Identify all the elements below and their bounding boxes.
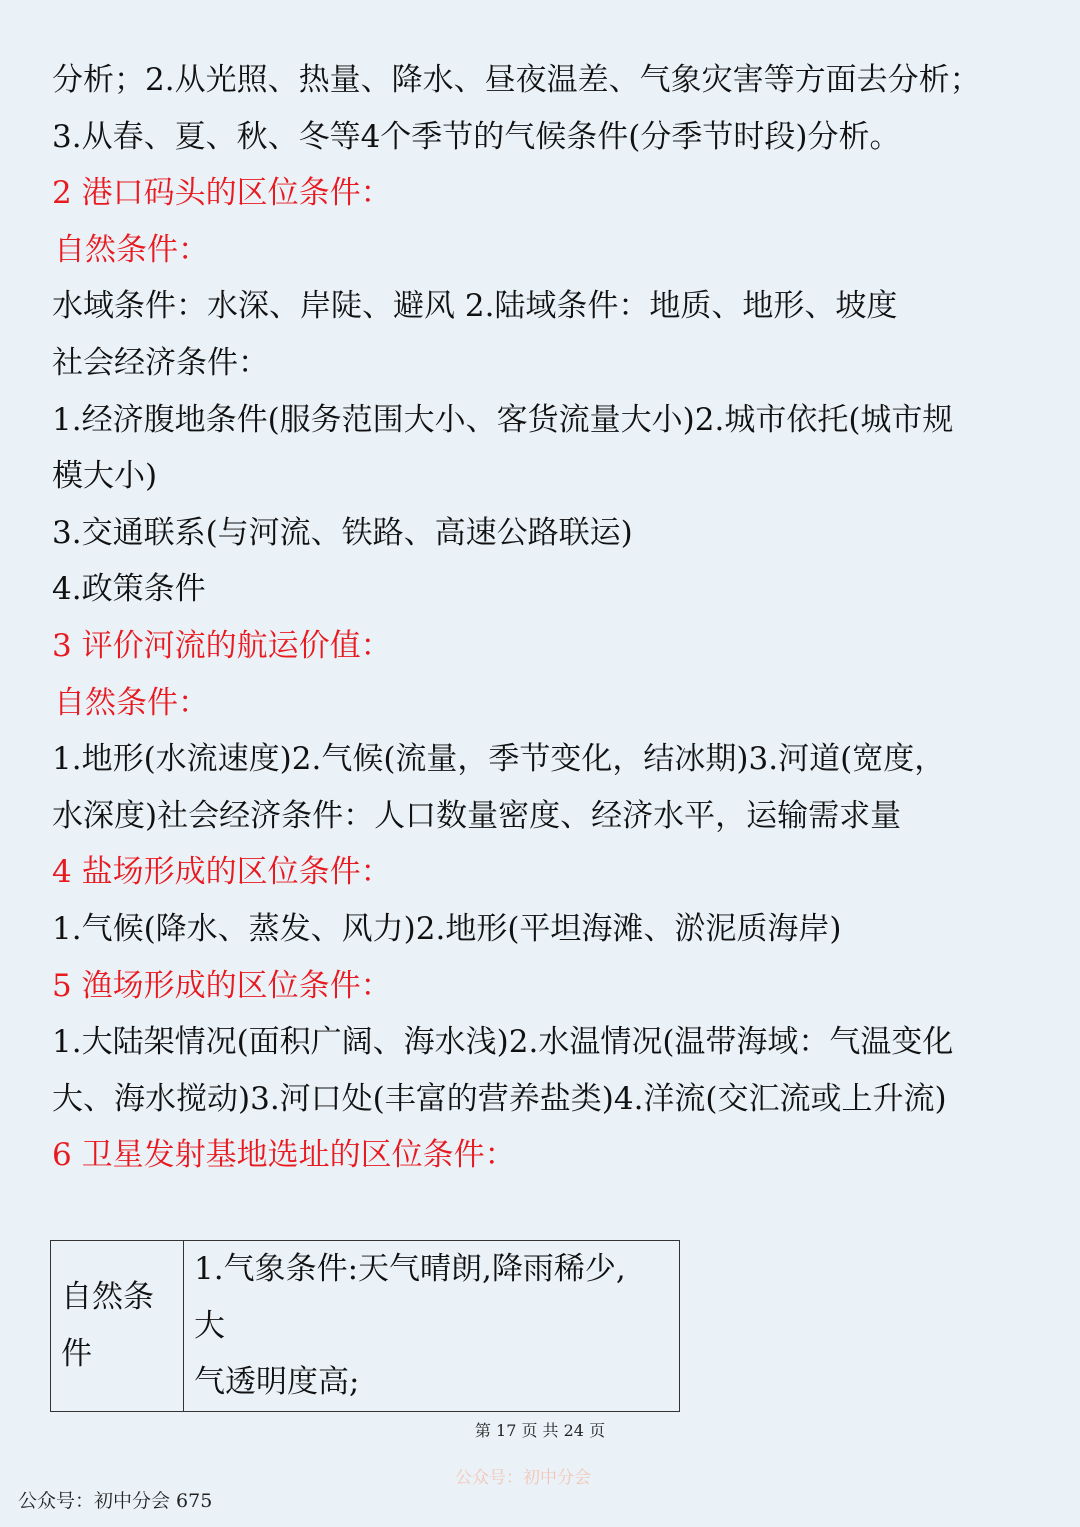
subsection-heading: 自然条件：	[54, 684, 209, 721]
text-line: 社会经济条件：	[52, 344, 269, 381]
text-line: 4.政策条件	[52, 571, 206, 608]
section-heading: 5 渔场形成的区位条件：	[52, 967, 392, 1004]
subsection-heading: 自然条件：	[54, 231, 209, 268]
text-line: 大、海水搅动)3.河口处(丰富的营养盐类)4.洋流(交汇流或上升流)	[52, 1080, 947, 1117]
table-content-line: 大	[194, 1307, 225, 1344]
section-heading: 2 港口码头的区位条件：	[52, 175, 392, 212]
text-line: 1.大陆架情况(面积广阔、海水浅)2.水温情况(温带海域：气温变化	[52, 1024, 954, 1061]
text-line: 分析；2.从光照、热量、降水、昼夜温差、气象灾害等方面去分析；	[52, 62, 981, 98]
account-label: 公众号：初中分会 675	[18, 1490, 213, 1512]
watermark: 公众号：初中分会	[455, 1468, 591, 1488]
page-number: 第 17 页 共 24 页	[474, 1421, 606, 1440]
text-line: 水深度)社会经济条件：人口数量密度、经济水平，运输需求量	[52, 797, 902, 834]
table-content-cell	[184, 1241, 680, 1412]
text-line: 1.地形(水流速度)2.气候(流量，季节变化，结冰期)3.河道(宽度，	[52, 741, 946, 778]
table-content-line: 气透明度高;	[194, 1364, 360, 1400]
document-body	[52, 52, 1042, 1184]
section-heading: 3 评价河流的航运价值：	[52, 627, 392, 664]
text-line: 3.从春、夏、秋、冬等4个季节的气候条件(分季节时段)分析。	[52, 118, 901, 155]
table-label-cell	[51, 1241, 184, 1412]
table-label-line: 件	[61, 1335, 92, 1372]
section-heading: 6 卫星发射基地选址的区位条件：	[52, 1137, 516, 1174]
text-line: 3.交通联系(与河流、铁路、高速公路联运)	[52, 514, 633, 551]
text-line: 1.气候(降水、蒸发、风力)2.地形(平坦海滩、淤泥质海岸)	[52, 910, 842, 947]
section-heading: 4 盐场形成的区位条件：	[52, 854, 392, 891]
text-line: 水域条件：水深、岸陡、避风 2.陆域条件：地质、地形、坡度	[52, 288, 898, 325]
text-line: 模大小)	[52, 458, 158, 495]
table-label-line: 自然条	[61, 1279, 154, 1316]
conditions-table	[50, 1240, 680, 1412]
text-line: 1.经济腹地条件(服务范围大小、客货流量大小)2.城市依托(城市规	[52, 401, 954, 438]
table-content-line: 1.气象条件:天气晴朗,降雨稀少,	[194, 1251, 626, 1287]
